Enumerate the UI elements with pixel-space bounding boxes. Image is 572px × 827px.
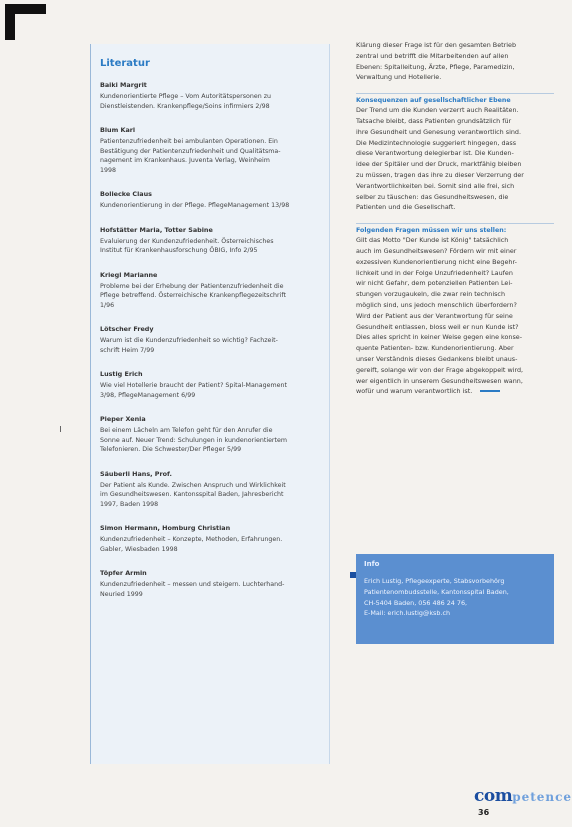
- logo-main-text: com: [474, 786, 513, 806]
- competence-logo: [474, 786, 572, 806]
- literature-entry: [100, 81, 329, 111]
- info-box: [356, 554, 554, 644]
- literature-author: Blum Karl: [100, 126, 136, 134]
- end-of-article-mark: [480, 390, 500, 392]
- literature-author: Pieper Xenia: [100, 415, 146, 423]
- logo-tail-text: petence: [512, 790, 572, 804]
- literature-author: Töpfer Armin: [100, 569, 147, 577]
- literature-entry: [100, 271, 329, 311]
- section-text-questions-body: Gilt das Motto "Der Kunde ist König" tatsächlich auch im Gesundheitswesen? Fördern wir mit einer exzessiven Kundenorientierung nicht eine Begehr- lichkeit und in der Folge Unzufriedenheit? Laufen wir nicht Gefahr, dem potenziellen Patienten Lei- stungen vorzugaukeln, die zwar rein technisch möglich sind, uns jedoch menschlich überfordern? Wird der Patient aus der Verantwortung für seine Gesundheit entlassen, bloss weil er nun Kunde ist? Dies alles spricht in keiner Weise gegen eine konse- quente Patienten- bzw. Kundenorientierung. Aber unser Verständnis dieses Gedankens bleibt unaus- gereift, solange wir von der Frage abgekoppelt wird, wer eigentlich in unserem Gesundheitswesen wann, wofür und warum verantwortlich ist.: [356, 236, 524, 396]
- literature-author: Lötscher Fredy: [100, 325, 154, 333]
- literature-reference: Wie viel Hotellerie braucht der Patient? Spital-Management 3/98, PflegeManagement 6/99: [100, 382, 287, 399]
- margin-mark: [60, 426, 61, 432]
- article-column: [356, 40, 554, 397]
- section-heading-society: Konsequenzen auf gesellschaftlicher Ebene: [356, 93, 554, 104]
- literature-entry: [100, 569, 329, 599]
- literature-reference: Evaluierung der Kundenzufriedenheit. Österreichisches Institut für Krankenhausforschung ÖBIG, Info 2/95: [100, 237, 274, 254]
- info-text: Erich Lustig, Pflegeexperte, Stabsvorbehörg Patientenombudsstelle, Kantonsspital Baden, CH-5404 Baden, 056 486 24 76, E-Mail: erich.lustig@ksb.ch: [364, 577, 509, 618]
- literature-reference: Bei einem Lächeln am Telefon geht für den Anrufer die Sonne auf. Neuer Trend: Schulungen in kundenorientiertem Telefonieren. Die Schwester/Der Pfleger 5/99: [100, 427, 288, 453]
- page-number: 36: [478, 808, 490, 817]
- literature-reference: Warum ist die Kundenzufriedenheit so wichtig? Fachzeit- schrift Heim 7/99: [100, 337, 278, 354]
- literature-reference: Kundenzufriedenheit – messen und steigern. Luchterhand- Neuried 1999: [100, 581, 285, 598]
- article-intro: Klärung dieser Frage ist für den gesamten Betrieb zentral und betrifft die Mitarbeitenden auf allen Ebenen: Spitalleitung, Ärzte, Pflege, Paramedizin, Verwaltung und Hotellerie.: [356, 41, 517, 82]
- section-heading-questions: Folgenden Fragen müssen wir uns stellen:: [356, 223, 554, 234]
- literature-reference: Patientenzufriedenheit bei ambulanten Operationen. Ein Bestätigung der Patientenzufriedenheit und Qualitätsma- nagement im Krankenhaus. Juventa Verlag, Weinheim 1998: [100, 138, 281, 174]
- literature-entry: [100, 415, 329, 455]
- literature-author: Simon Hermann, Homburg Christian: [100, 524, 231, 532]
- section-text-society: Der Trend um die Kunden verzerrt auch Realitäten. Tatsache bleibt, dass Patienten grundsätzlich für ihre Gesundheit und Genesung verantwortlich sind. Die Medizintechnologie suggeriert hingegen, dass diese Verantwortung delegierbar ist. Die Kunden- idee der Spitäler und der Druck, marktfähig bleiben zu müssen, tragen das ihre zu dieser Verzerrung der Verantwortlichkeiten bei. Somit sind alle frei, sich selber zu täuschen: das Gesundheitswesen, die Patienten und die Gesellschaft.: [356, 106, 524, 212]
- crop-mark-vertical: [5, 4, 15, 40]
- literature-entry: [100, 226, 329, 256]
- info-title: Info: [364, 560, 380, 568]
- literature-entry: [100, 190, 329, 211]
- literature-entry: [100, 370, 329, 400]
- literature-reference: Kundenzufriedenheit – Konzepte, Methoden, Erfahrungen. Gabler, Wiesbaden 1998: [100, 536, 283, 553]
- literature-entry: [100, 524, 329, 554]
- literature-reference: Der Patient als Kunde. Zwischen Anspruch und Wirklichkeit im Gesundheitswesen. Kantonsspital Baden, Jahresbericht 1997, Baden 1998: [100, 481, 286, 508]
- literature-author: Hofstätter Maria, Totter Sabine: [100, 225, 213, 234]
- literature-author: Säuberli Hans, Prof.: [100, 469, 172, 478]
- literature-author: Kriegl Marianne: [100, 270, 158, 279]
- literature-box: [90, 44, 330, 764]
- literature-entry: [100, 325, 329, 355]
- literature-reference: Kundenorientierung in der Pflege. PflegeManagement 13/98: [100, 202, 290, 209]
- section-text-questions: [356, 235, 554, 397]
- literature-title: Literatur: [100, 58, 150, 69]
- literature-author: Boliecke Claus: [100, 190, 152, 198]
- literature-author: Lustig Erich: [100, 370, 143, 378]
- literature-entry: [100, 470, 329, 510]
- literature-entry: [100, 126, 329, 175]
- literature-reference: Probleme bei der Erhebung der Patientenzufriedenheit die Pflege betreffend. Österreichische Krankenpflegezeitschrift 1/96: [100, 282, 286, 309]
- literature-reference: Kundenorientierte Pflege – Vom Autoritätspersonen zu Dienstleistenden. Krankenpflege/Soins infirmiers 2/98: [100, 93, 271, 110]
- literature-list: [100, 81, 329, 599]
- literature-author: Baiki Margrit: [100, 81, 147, 89]
